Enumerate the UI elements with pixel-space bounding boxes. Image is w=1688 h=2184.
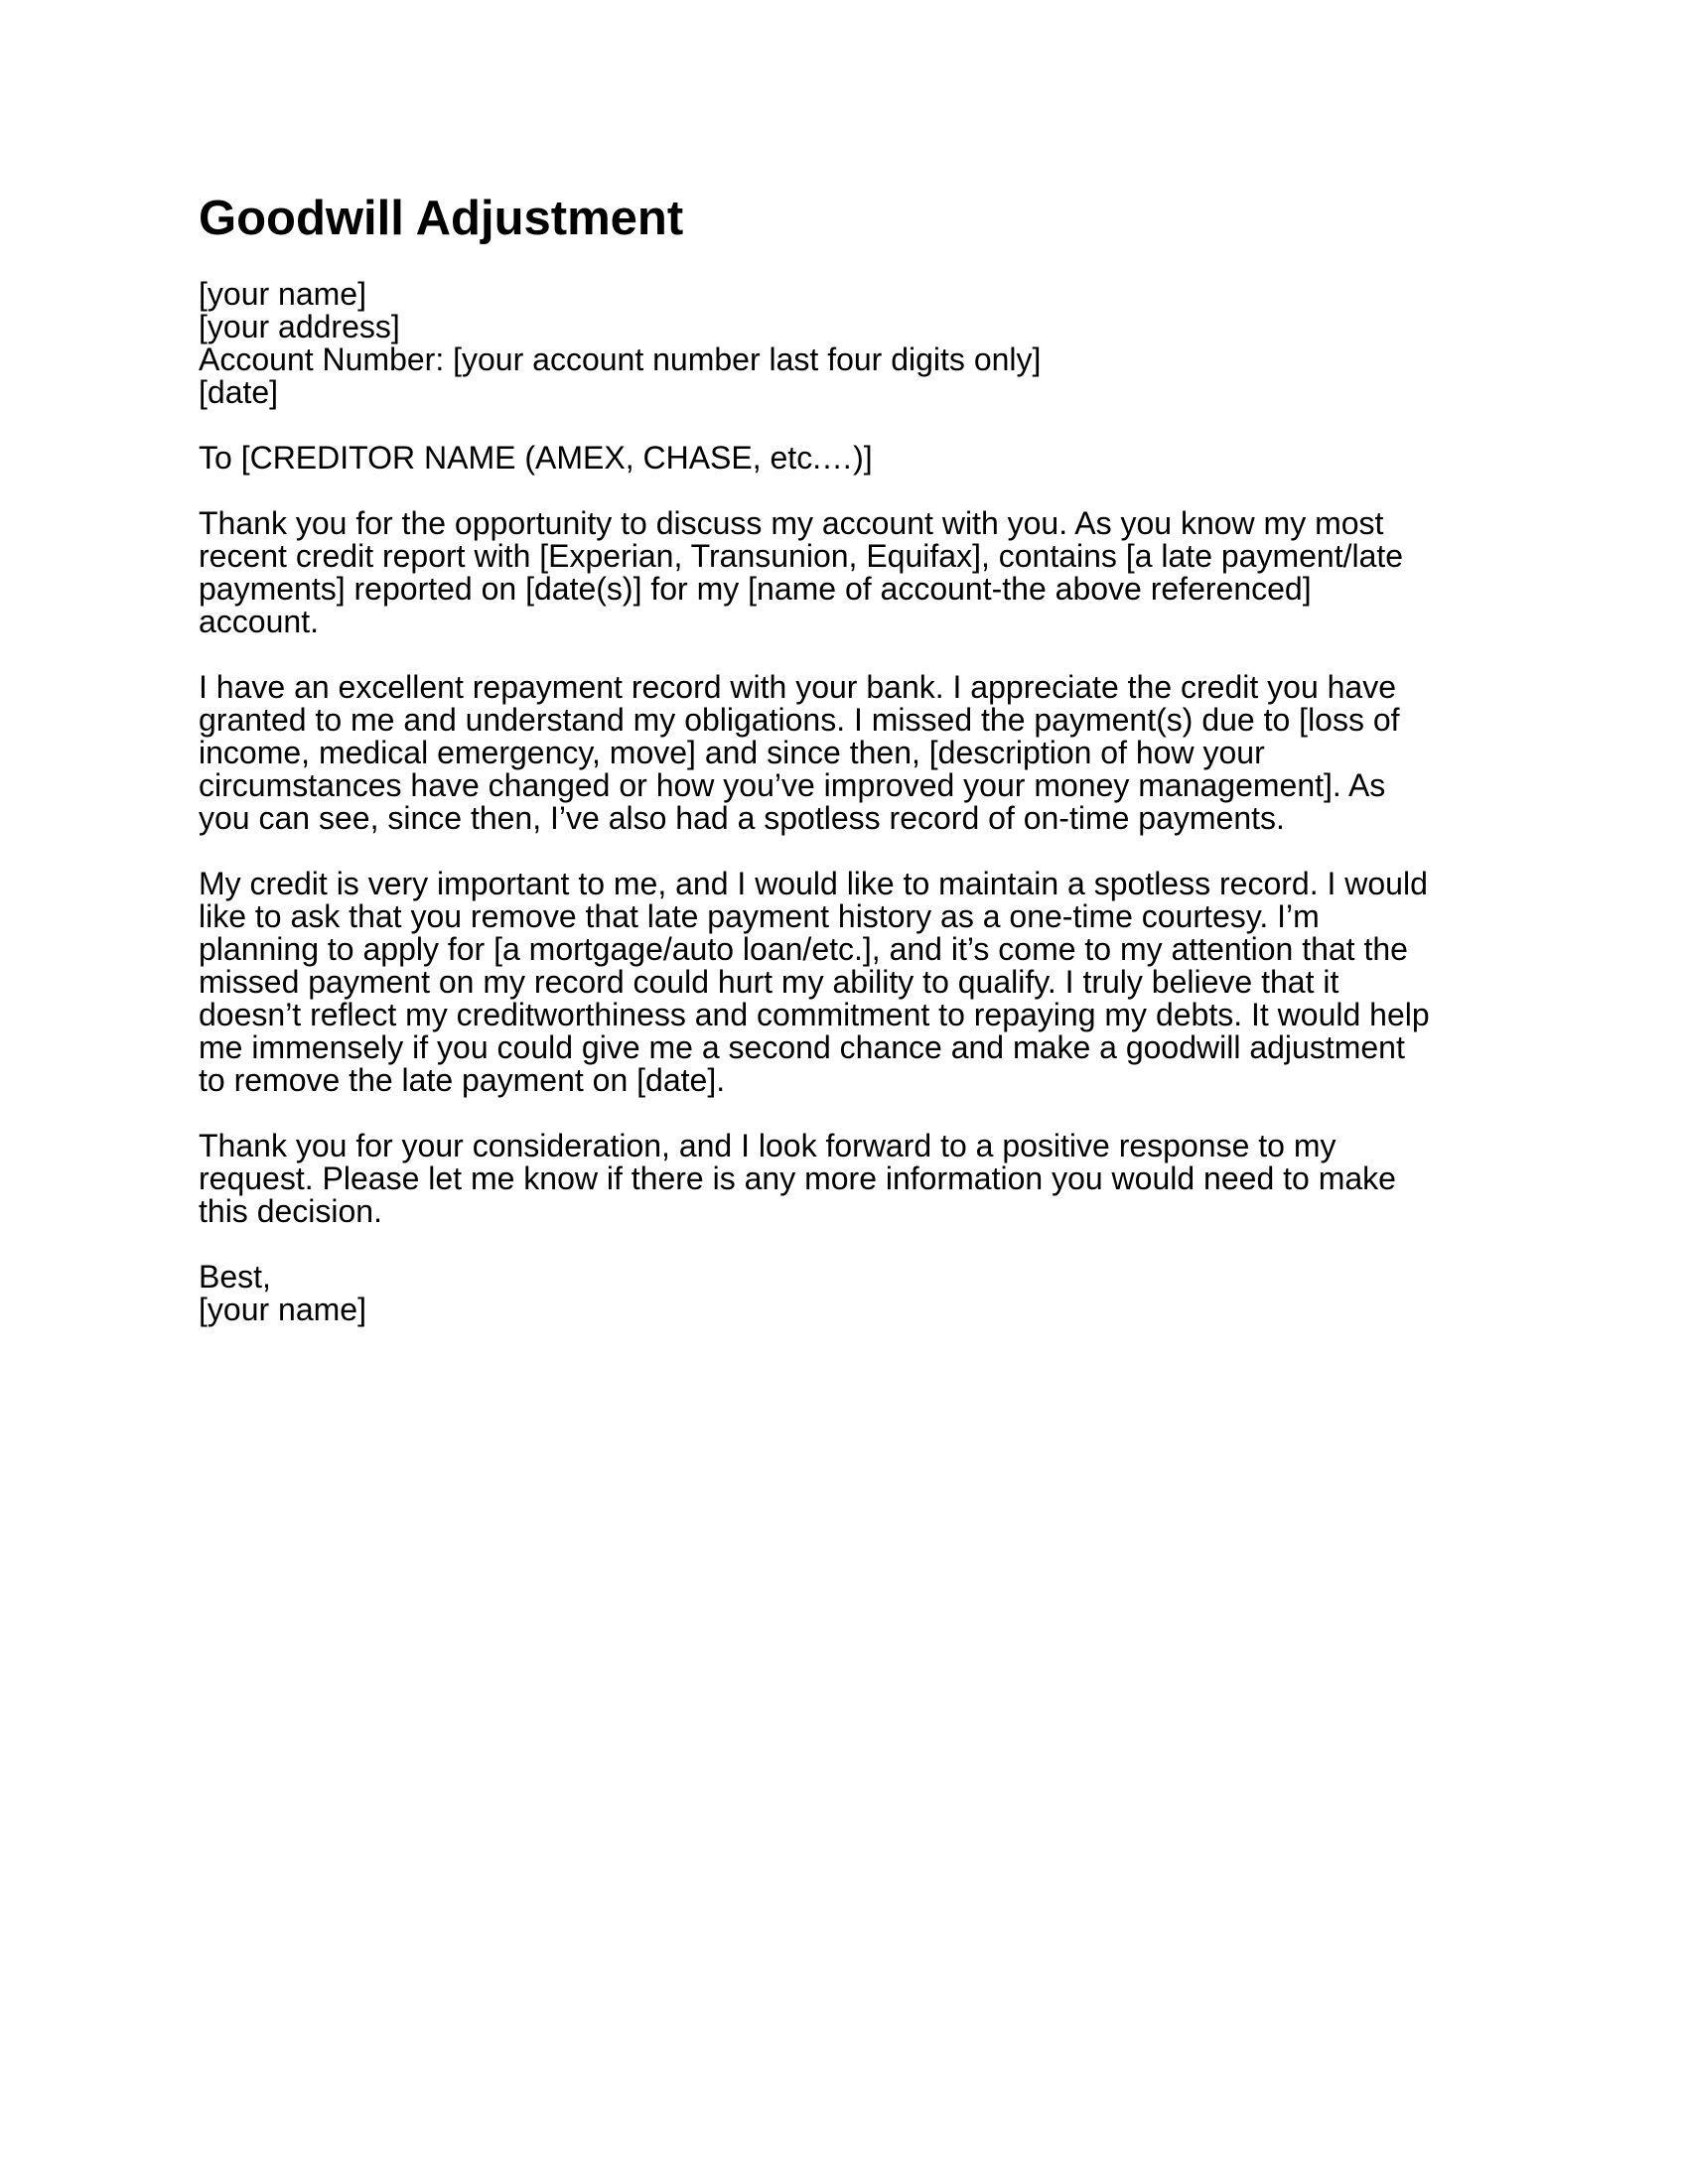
- paragraph-line: doesn’t reflect my creditworthiness and commitment to repaying my debts. It would help: [199, 997, 1430, 1032]
- paragraph-line: My credit is very important to me, and I would like to maintain a spotless record. I would: [199, 866, 1428, 901]
- paragraph-line: recent credit report with [Experian, Transunion, Equifax], contains [a late payment/late: [199, 538, 1404, 574]
- page-title: Goodwill Adjustment: [199, 192, 684, 245]
- paragraph-line: Thank you for your consideration, and I look forward to a positive response to my: [199, 1128, 1336, 1163]
- paragraph-1: [199, 507, 1489, 638]
- paragraph-line: this decision.: [199, 1193, 382, 1229]
- paragraph-line: payments] reported on [date(s)] for my [name of account-the above referenced]: [199, 571, 1312, 607]
- sender-address: [your address]: [199, 309, 400, 344]
- paragraph-2: [199, 671, 1489, 835]
- paragraph-4: [199, 1130, 1489, 1228]
- paragraph-line: you can see, since then, I’ve also had a spotless record of on-time payments.: [199, 800, 1285, 836]
- paragraph-3: [199, 868, 1489, 1097]
- paragraph-line: me immensely if you could give me a second chance and make a goodwill adjustment: [199, 1029, 1405, 1065]
- sender-name: [your name]: [199, 276, 366, 312]
- paragraph-line: to remove the late payment on [date].: [199, 1062, 726, 1098]
- date-line: [date]: [199, 374, 279, 410]
- letter-page: [199, 189, 1489, 1326]
- salutation: To [CREDITOR NAME (AMEX, CHASE, etc.…)]: [199, 440, 873, 476]
- paragraph-line: granted to me and understand my obligations. I missed the payment(s) due to [loss of: [199, 702, 1400, 738]
- letter-body: [199, 278, 1489, 1326]
- paragraph-line: Thank you for the opportunity to discuss my account with you. As you know my most: [199, 505, 1384, 541]
- paragraph-line: request. Please let me know if there is any more information you would need to make: [199, 1160, 1396, 1196]
- paragraph-line: planning to apply for [a mortgage/auto loan/etc.], and it’s come to my attention that the: [199, 931, 1408, 967]
- paragraph-line: account.: [199, 604, 319, 639]
- paragraph-line: like to ask that you remove that late payment history as a one-time courtesy. I’m: [199, 898, 1320, 934]
- paragraph-line: circumstances have changed or how you’ve improved your money management]. As: [199, 767, 1386, 803]
- paragraph-line: income, medical emergency, move] and since then, [description of how your: [199, 735, 1265, 770]
- paragraph-line: I have an excellent repayment record with your bank. I appreciate the credit you have: [199, 669, 1397, 705]
- paragraph-line: missed payment on my record could hurt my ability to qualify. I truly believe that it: [199, 964, 1339, 1000]
- signature: [your name]: [199, 1292, 366, 1327]
- account-number-line: Account Number: [your account number last four digits only]: [199, 341, 1042, 377]
- closing: Best,: [199, 1259, 271, 1295]
